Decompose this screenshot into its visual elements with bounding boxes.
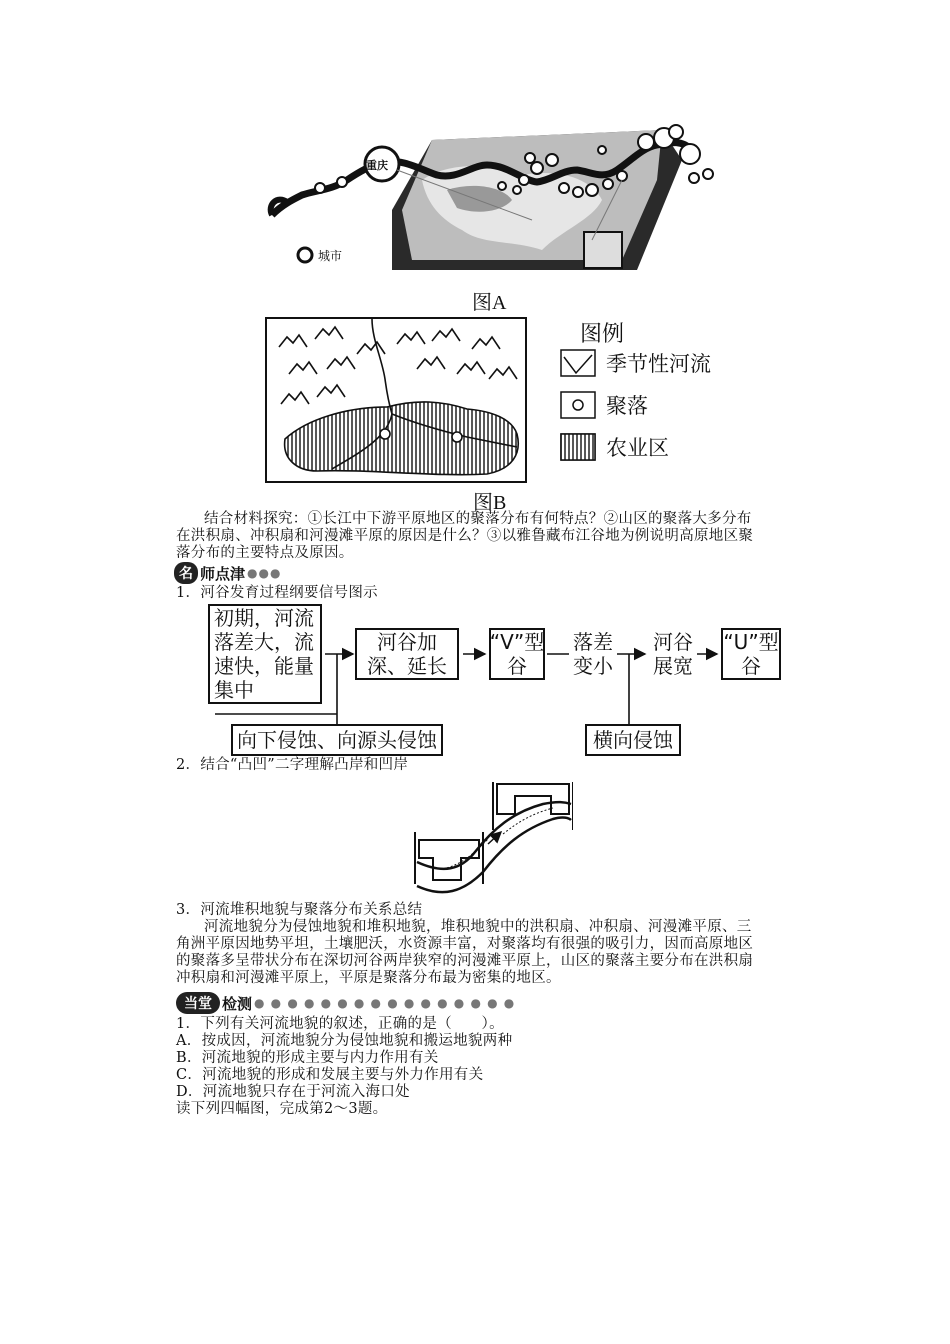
section-dots: ●●● [247, 566, 282, 580]
agriculture-area [285, 402, 519, 475]
question-1-stem: 1．下列有关河流地貌的叙述，正确的是（ ）。 [176, 1016, 504, 1032]
legend-agriculture [560, 432, 669, 462]
section-title: 师点津 [200, 564, 246, 583]
option-a: A．按成因，河流地貌分为侵蚀地貌和搬运地貌两种 [176, 1033, 513, 1049]
section-dots: ● ● ● ● ● ● ● ● ● ● ● ● ● ● ● ● [254, 996, 516, 1010]
flow-box-lateral: 横向侵蚀 [585, 724, 681, 756]
question-1 [176, 1016, 816, 1118]
mountain-icons [279, 327, 517, 404]
flow-text-valley-widen: 河谷展宽 [653, 630, 693, 678]
flow-box-downcutting: 向下侵蚀、向源头侵蚀 [231, 724, 443, 756]
figure-a-caption: 图A [472, 292, 507, 314]
option-d: D．河流地貌只存在于河流入海口处 [176, 1084, 410, 1100]
legend-title: 图例 [580, 322, 625, 347]
flow-box-initial: 初期，河流落差大，流速快，能量集中 [208, 604, 322, 704]
summary-paragraph: 河流地貌分为侵蚀地貌和堆积地貌，堆积地貌中的洪积扇、冲积扇、河漫滩平原、三 角洲平原因地势平坦，土壤肥沃，水资源丰富，对聚落均有很强的吸引力，因而高原地区 的聚落多呈带状分布在深切河谷两岸狭窄的河漫滩平原上，山区的聚落主要分布在洪积扇 冲积扇和河漫滩平原上，平原是聚落分布最为密集的地区。 [176, 919, 754, 986]
figure-b-caption: 图B [473, 492, 507, 514]
flow-box-v-valley: “V”型谷 [489, 630, 545, 678]
figure-b-map [265, 317, 527, 483]
section-badge: 当堂 [176, 992, 220, 1014]
legend-river [560, 348, 711, 378]
section-badge: 名 [174, 562, 198, 584]
option-c: C．河流地貌的形成和发展主要与外力作用有关 [176, 1067, 484, 1083]
figure-a [262, 120, 722, 280]
legend-city-label: 城市 [318, 249, 343, 263]
agriculture-legend-icon [560, 433, 596, 461]
section-header-teacher-tips [174, 562, 281, 584]
legend-agriculture-label: 农业区 [606, 436, 669, 460]
flow-box-u-valley: “U”型谷 [721, 628, 781, 680]
question-2-intro: 读下列四幅图，完成第2～3题。 [176, 1101, 388, 1117]
section-title: 检测 [222, 994, 253, 1013]
settlement-legend-icon [560, 391, 596, 419]
section-header-class-test [176, 992, 515, 1014]
city-label-chongqing: 重庆 [366, 159, 388, 172]
river-legend-icon [560, 349, 596, 377]
flow-box-deepen: 河谷加深、延长 [355, 628, 459, 680]
point-2: 2．结合“凸凹”二字理解凸岸和凹岸 [176, 757, 409, 773]
flow-text-drop-smaller: 落差变小 [573, 630, 613, 678]
legend-settlement-label: 聚落 [606, 394, 648, 418]
convex-concave-illustration [413, 774, 573, 898]
settlement-icon [452, 432, 462, 442]
legend-river-label: 季节性河流 [606, 352, 711, 376]
point-1: 1．河谷发育过程纲要信号图示 [176, 585, 378, 601]
point-3: 3．河流堆积地貌与聚落分布关系总结 [176, 902, 423, 918]
legend-settlement [560, 390, 648, 420]
option-b: B．河流地貌的形成主要与内力作用有关 [176, 1050, 439, 1066]
question-paragraph: 结合材料探究：①长江中下游平原地区的聚落分布有何特点？②山区的聚落大多分布 在洪积扇、冲积扇和河漫滩平原的原因是什么？③以雅鲁藏布江谷地为例说明高原地区聚 落分布的主要特点及原因。 [176, 511, 754, 561]
valley-flow-diagram [205, 604, 805, 754]
river-bank-figure [413, 774, 573, 898]
settlement-icon [380, 429, 390, 439]
